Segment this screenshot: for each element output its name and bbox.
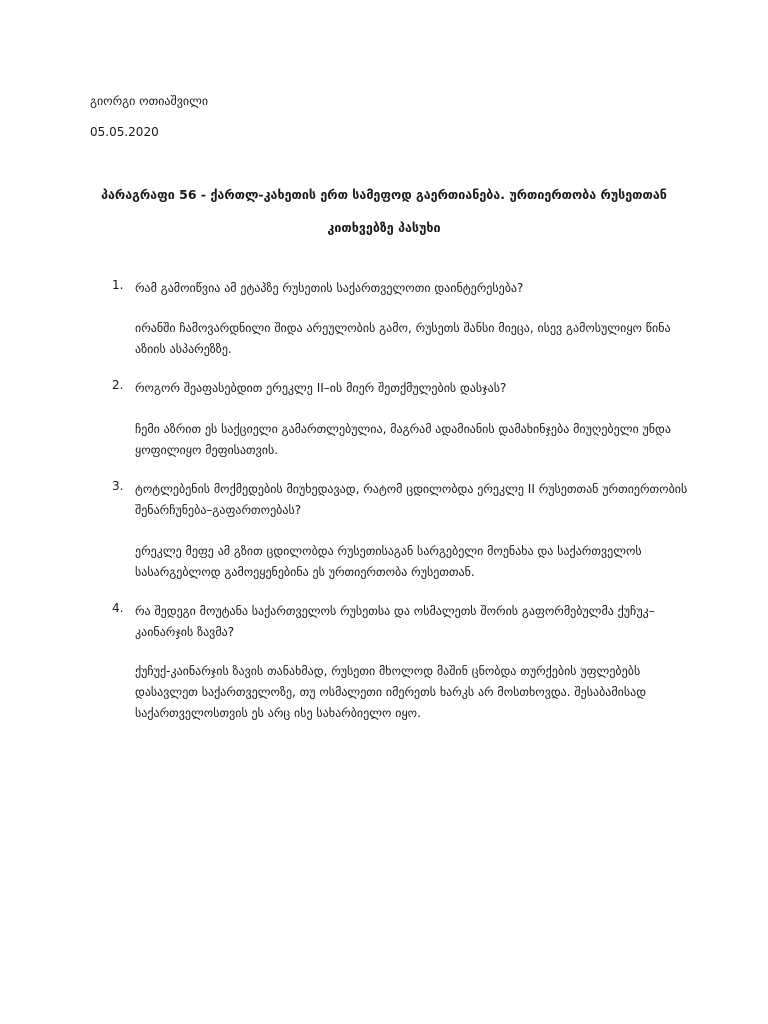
answer-text: ჩემი აზრით ეს საქციელი გამართლებულია, მაგრამ ადამიანის დამახინჯება მიუღებელი უნდა ყოფილიყო მეფისათვის.	[135, 422, 671, 457]
question-text: რამ გამოიწვია ამ ეტაპზე რუსეთის საქართველოთი დაინტერესება?	[135, 281, 524, 295]
question-number: 3.	[112, 479, 124, 493]
question-number: 1.	[112, 278, 124, 292]
question-text: ტოტლებენის მოქმედების მიუხედავად, რატომ ცდილობდა ერეკლე II რუსეთთან ურთიერთობის შენარჩუნება–გაფართოებას?	[135, 482, 688, 517]
author-name: გიორგი ოთიაშვილი	[90, 94, 209, 108]
document-date: 05.05.2020	[90, 125, 159, 139]
answer-text: ერეკლე მეფე ამ გზით ცდილობდა რუსეთისაგან სარგებელი მოენახა და საქართველოს სასარგებლოდ გამოეყენებინა ეს ურთიერთობა რუსეთთან.	[135, 544, 642, 579]
question-number: 2.	[112, 378, 124, 392]
answer-text: ირანში ჩამოვარდნილი შიდა არეულობის გამო, რუსეთს შანსი მიეცა, ისევ გამოსულიყო წინა აზიის ასპარეზზე.	[135, 321, 671, 356]
question-text: რა შედეგი მოუტანა საქართველოს რუსეთსა და ოსმალეთს შორის გაფორმებულმა ქუჩუკ–კაინარჯის ზავმა?	[135, 604, 655, 639]
question-number: 4.	[112, 601, 124, 615]
question-text: როგორ შეაფასებდით ერეკლე II–ის მიერ შეთქმულების დასჯას?	[135, 381, 507, 395]
page-subtitle: კითხვებზე პასუხი	[327, 220, 441, 235]
page-title: პარაგრაფი 56 - ქართლ-კახეთის ერთ სამეფოდ გაერთიანება. ურთიერთობა რუსეთთან	[101, 187, 667, 202]
answer-text: ქუჩუქ-კაინარჯის ზავის თანახმად, რუსეთი მხოლოდ მაშინ ცნობდა თურქების უფლებებს დასავლეთ საქართველოზე, თუ ოსმალეთი იმერეთს ხარკს არ მოსთხოვდა. შესაბამისად საქართველოსთვის ეს არც ისე სახარბიელო იყო.	[135, 664, 647, 720]
